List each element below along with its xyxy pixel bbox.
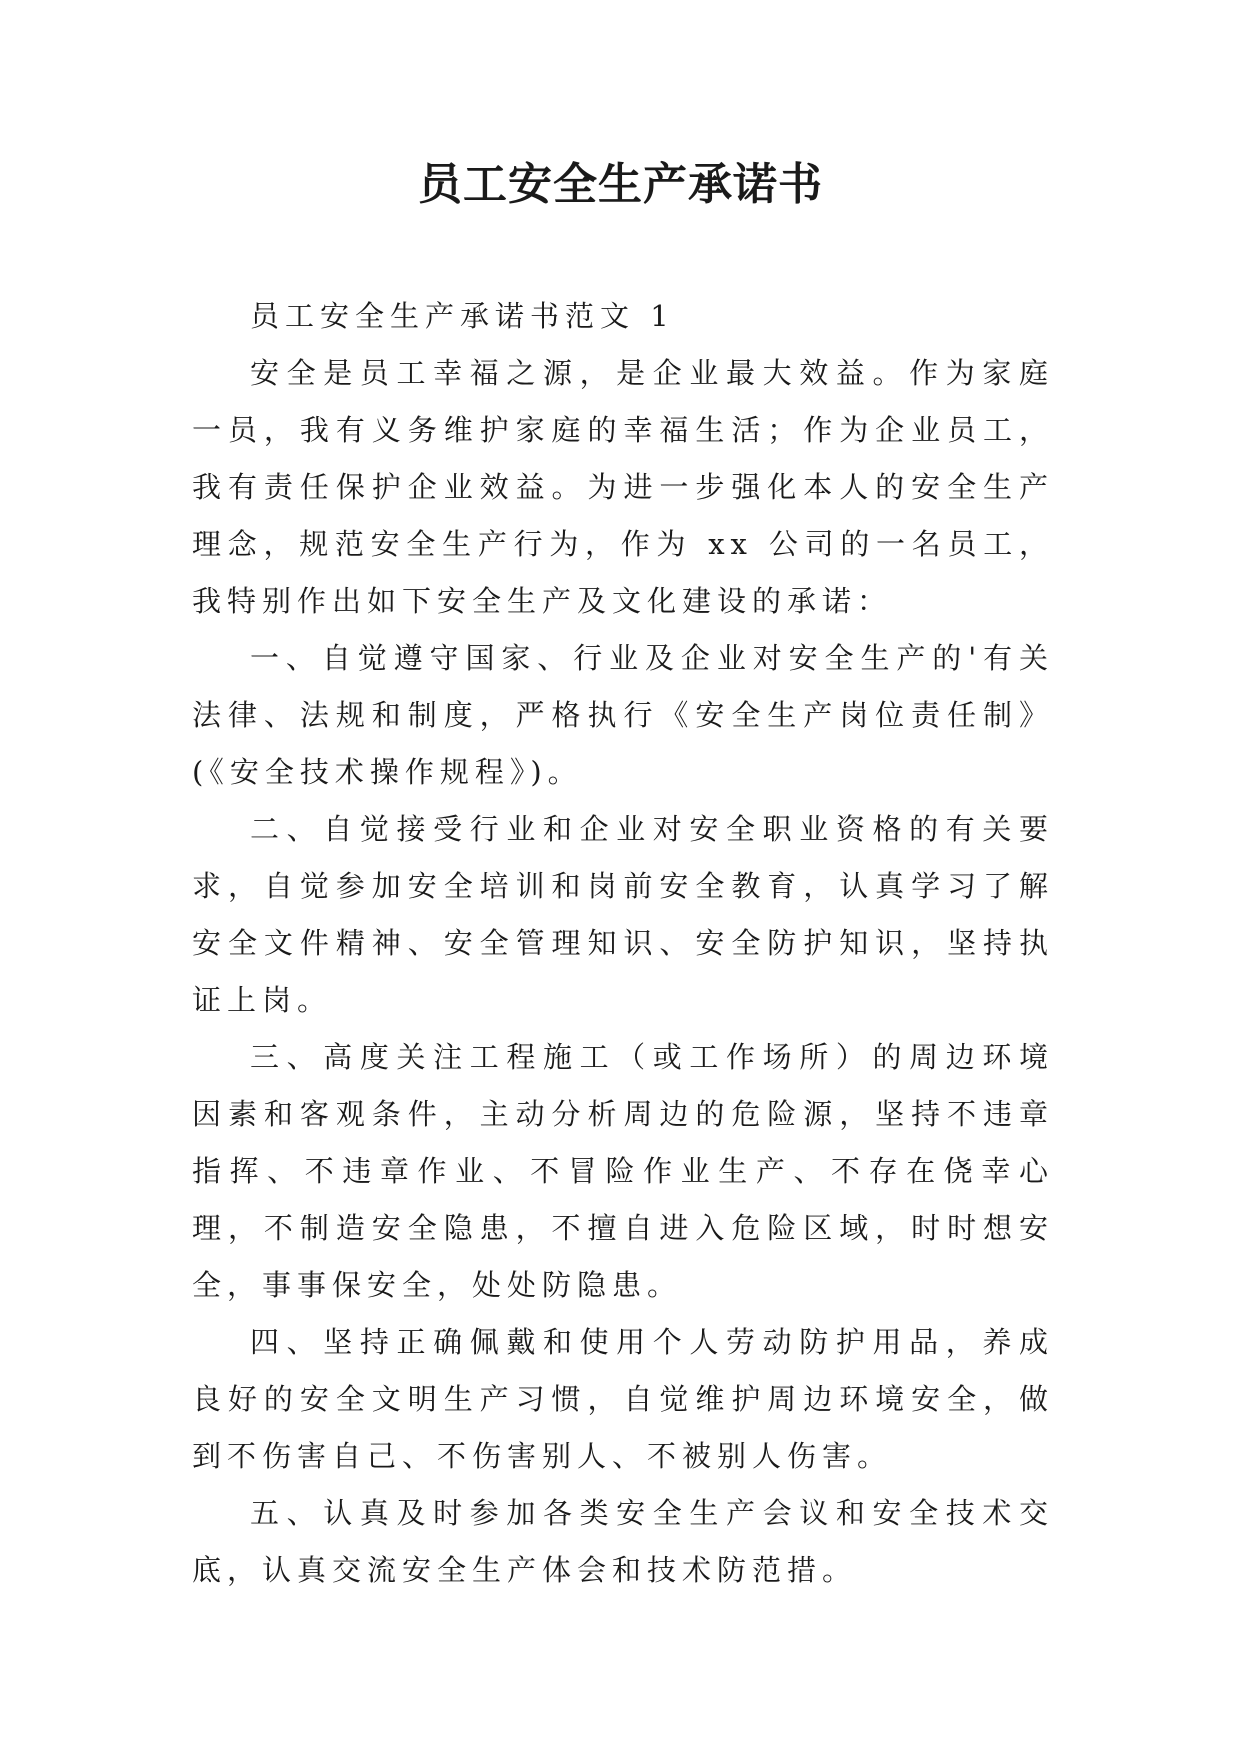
commitment-paragraph-4: 四、坚持正确佩戴和使用个人劳动防护用品，养成良好的安全文明生产习惯，自觉维护周边环境安全，做到不伤害自己、不伤害别人、不被别人伤害。: [192, 1325, 1054, 1473]
commitment-paragraph-5: 五、认真及时参加各类安全生产会议和安全技术交底，认真交流安全生产体会和技术防范措。: [192, 1496, 1054, 1587]
document-body: [192, 288, 1054, 1599]
commitment-paragraph-3: 三、高度关注工程施工（或工作场所）的周边环境因素和客观条件，主动分析周边的危险源，坚持不违章指挥、不违章作业、不冒险作业生产、不存在侥幸心理，不制造安全隐患，不擅自进入危险区域，时时想安全，事事保安全，处处防隐患。: [192, 1040, 1054, 1302]
document-title: 员工安全生产承诺书: [418, 159, 823, 210]
section-heading: 员工安全生产承诺书范文 1: [250, 299, 675, 333]
commitment-paragraph-1: 一、自觉遵守国家、行业及企业对安全生产的'有关法律、法规和制度，严格执行《安全生产岗位责任制》(《安全技术操作规程》)。: [192, 641, 1054, 789]
intro-paragraph: 安全是员工幸福之源，是企业最大效益。作为家庭一员，我有义务维护家庭的幸福生活；作为企业员工，我有责任保护企业效益。为进一步强化本人的安全生产理念，规范安全生产行为，作为 xx 公司的一名员工，我特别作出如下安全生产及文化建设的承诺：: [192, 356, 1054, 618]
commitment-paragraph-2: 二、自觉接受行业和企业对安全职业资格的有关要求，自觉参加安全培训和岗前安全教育，认真学习了解安全文件精神、安全管理知识、安全防护知识，坚持执证上岗。: [192, 812, 1054, 1017]
